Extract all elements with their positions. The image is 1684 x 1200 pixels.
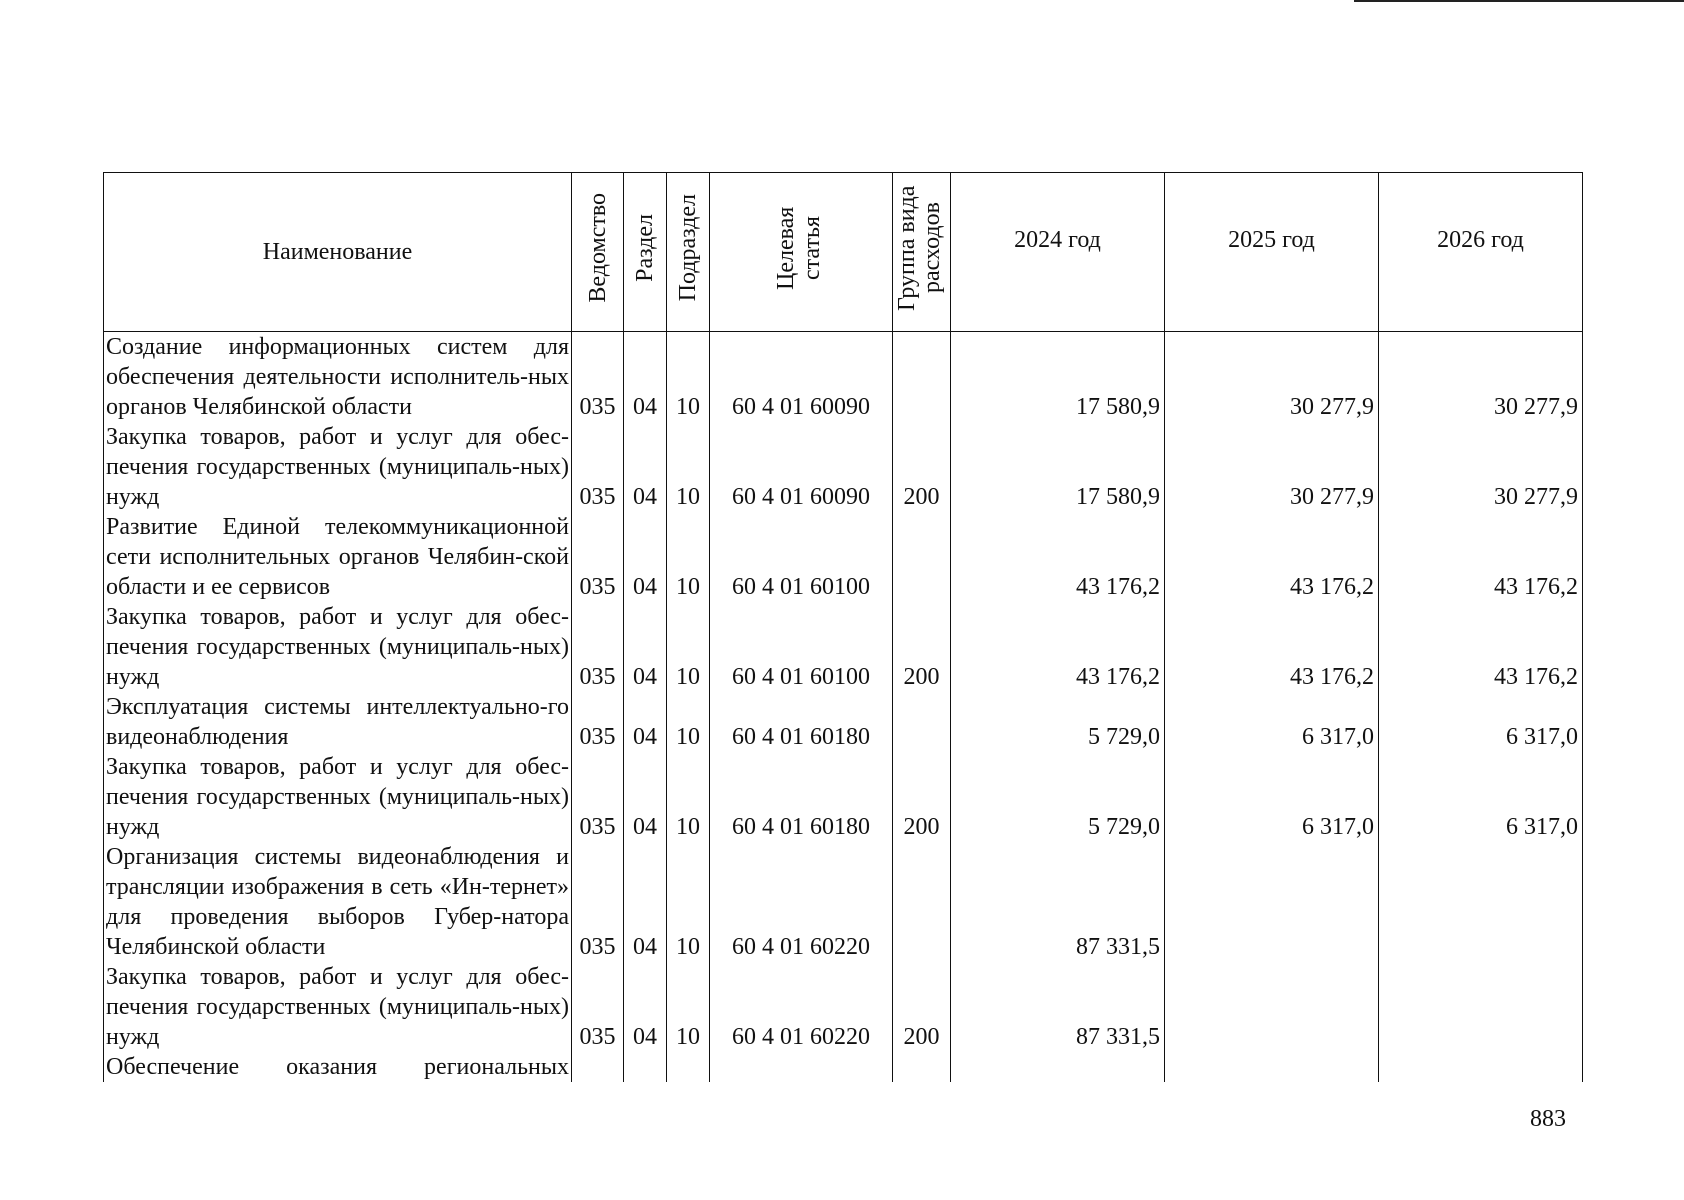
row-razdel: 04 xyxy=(624,422,667,512)
row-2026 xyxy=(1379,842,1583,962)
header-celevaya: Целевая статья xyxy=(710,173,893,332)
row-name: Эксплуатация системы интеллектуально-го видеонаблюдения xyxy=(104,692,572,752)
row-razdel: 04 xyxy=(624,752,667,842)
row-gruppa xyxy=(893,842,951,962)
row-podrazdel: 10 xyxy=(667,842,710,962)
empty-cell xyxy=(572,1052,624,1082)
row-celevaya: 60 4 01 60090 xyxy=(710,422,893,512)
table-row xyxy=(104,602,1583,692)
row-podrazdel: 10 xyxy=(667,692,710,752)
row-vedomstvo: 035 xyxy=(572,692,624,752)
row-name: Закупка товаров, работ и услуг для обес-печения государственных (муниципаль-ных) нужд xyxy=(104,602,572,692)
table-row xyxy=(104,692,1583,752)
row-celevaya: 60 4 01 60180 xyxy=(710,752,893,842)
row-2025: 6 317,0 xyxy=(1165,692,1379,752)
page-number: 883 xyxy=(1530,1106,1566,1132)
row-razdel: 04 xyxy=(624,512,667,602)
row-podrazdel: 10 xyxy=(667,962,710,1052)
row-celevaya: 60 4 01 60100 xyxy=(710,602,893,692)
row-name: Закупка товаров, работ и услуг для обес-печения государственных (муниципаль-ных) нужд xyxy=(104,422,572,512)
header-name: Наименование xyxy=(104,173,572,332)
top-rule xyxy=(1354,0,1684,2)
row-name: Закупка товаров, работ и услуг для обес-печения государственных (муниципаль-ных) нужд xyxy=(104,962,572,1052)
header-2024: 2024 год xyxy=(951,173,1165,332)
row-name: Организация системы видеонаблюдения и трансляции изображения в сеть «Ин-тернет» для проведения выборов Губер-натора Челябинской области xyxy=(104,842,572,962)
table-row xyxy=(104,512,1583,602)
row-2024: 17 580,9 xyxy=(951,422,1165,512)
row-razdel: 04 xyxy=(624,692,667,752)
row-2024: 43 176,2 xyxy=(951,602,1165,692)
budget-table xyxy=(103,172,1583,1082)
table-row xyxy=(104,332,1583,423)
row-podrazdel: 10 xyxy=(667,512,710,602)
row-celevaya: 60 4 01 60220 xyxy=(710,962,893,1052)
row-2024: 5 729,0 xyxy=(951,692,1165,752)
row-vedomstvo: 035 xyxy=(572,962,624,1052)
row-vedomstvo: 035 xyxy=(572,752,624,842)
row-name: Обеспечение оказания региональных xyxy=(104,1052,572,1082)
empty-cell xyxy=(710,1052,893,1082)
row-2026: 43 176,2 xyxy=(1379,602,1583,692)
row-2025: 30 277,9 xyxy=(1165,422,1379,512)
empty-cell xyxy=(1379,1052,1583,1082)
row-2025: 6 317,0 xyxy=(1165,752,1379,842)
row-2025: 43 176,2 xyxy=(1165,512,1379,602)
table-row xyxy=(104,962,1583,1052)
empty-cell xyxy=(667,1052,710,1082)
empty-cell xyxy=(1165,1052,1379,1082)
row-gruppa xyxy=(893,692,951,752)
row-2025: 30 277,9 xyxy=(1165,332,1379,423)
header-2026: 2026 год xyxy=(1379,173,1583,332)
header-razdel: Раздел xyxy=(624,173,667,332)
table-row xyxy=(104,842,1583,962)
row-razdel: 04 xyxy=(624,332,667,423)
empty-cell xyxy=(893,1052,951,1082)
row-celevaya: 60 4 01 60090 xyxy=(710,332,893,423)
row-vedomstvo: 035 xyxy=(572,602,624,692)
row-vedomstvo: 035 xyxy=(572,422,624,512)
row-name: Создание информационных систем для обеспечения деятельности исполнитель-ных органов Челябинской области xyxy=(104,332,572,423)
header-row xyxy=(104,173,1583,332)
row-2024: 17 580,9 xyxy=(951,332,1165,423)
row-name: Закупка товаров, работ и услуг для обес-печения государственных (муниципаль-ных) нужд xyxy=(104,752,572,842)
row-razdel: 04 xyxy=(624,962,667,1052)
row-vedomstvo: 035 xyxy=(572,332,624,423)
row-podrazdel: 10 xyxy=(667,332,710,423)
header-2025: 2025 год xyxy=(1165,173,1379,332)
table-row-continued xyxy=(104,1052,1583,1082)
row-2026: 6 317,0 xyxy=(1379,752,1583,842)
empty-cell xyxy=(951,1052,1165,1082)
row-2026: 30 277,9 xyxy=(1379,422,1583,512)
row-vedomstvo: 035 xyxy=(572,842,624,962)
row-podrazdel: 10 xyxy=(667,602,710,692)
row-2024: 87 331,5 xyxy=(951,962,1165,1052)
row-gruppa: 200 xyxy=(893,602,951,692)
row-2026: 30 277,9 xyxy=(1379,332,1583,423)
row-2025 xyxy=(1165,962,1379,1052)
table-row xyxy=(104,752,1583,842)
row-celevaya: 60 4 01 60180 xyxy=(710,692,893,752)
row-2024: 43 176,2 xyxy=(951,512,1165,602)
row-gruppa: 200 xyxy=(893,422,951,512)
row-2026: 6 317,0 xyxy=(1379,692,1583,752)
row-2025 xyxy=(1165,842,1379,962)
row-celevaya: 60 4 01 60220 xyxy=(710,842,893,962)
row-2025: 43 176,2 xyxy=(1165,602,1379,692)
row-vedomstvo: 035 xyxy=(572,512,624,602)
row-podrazdel: 10 xyxy=(667,422,710,512)
row-podrazdel: 10 xyxy=(667,752,710,842)
row-2026: 43 176,2 xyxy=(1379,512,1583,602)
row-gruppa xyxy=(893,332,951,423)
row-name: Развитие Единой телекоммуникационной сети исполнительных органов Челябин-ской области и ее сервисов xyxy=(104,512,572,602)
row-gruppa: 200 xyxy=(893,752,951,842)
header-vedomstvo: Ведомство xyxy=(572,173,624,332)
row-celevaya: 60 4 01 60100 xyxy=(710,512,893,602)
row-razdel: 04 xyxy=(624,842,667,962)
header-podrazdel: Подраздел xyxy=(667,173,710,332)
row-razdel: 04 xyxy=(624,602,667,692)
row-gruppa xyxy=(893,512,951,602)
header-gruppa: Группа вида расходов xyxy=(893,173,951,332)
row-2024: 5 729,0 xyxy=(951,752,1165,842)
empty-cell xyxy=(624,1052,667,1082)
table-row xyxy=(104,422,1583,512)
row-gruppa: 200 xyxy=(893,962,951,1052)
row-2026 xyxy=(1379,962,1583,1052)
row-2024: 87 331,5 xyxy=(951,842,1165,962)
